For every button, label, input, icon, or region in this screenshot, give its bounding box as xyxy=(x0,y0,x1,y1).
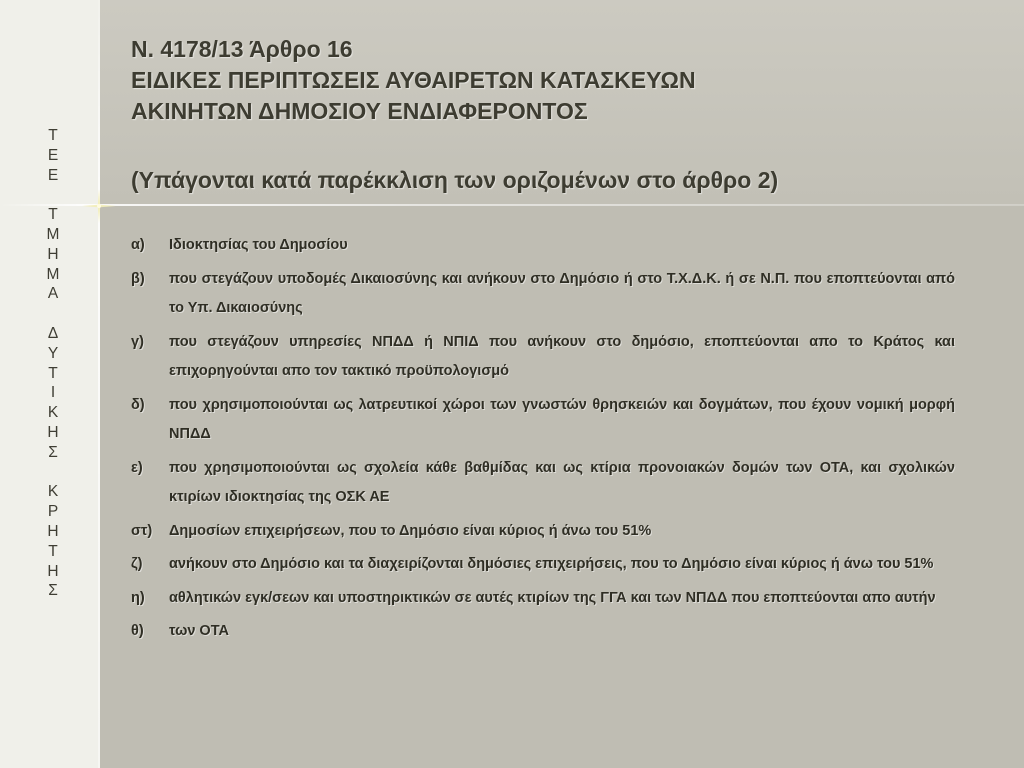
case-list xyxy=(131,231,955,647)
list-item xyxy=(131,517,955,547)
vertical-letter xyxy=(40,185,66,205)
list-item-text: που στεγάζουν υπηρεσίες ΝΠΔΔ ή ΝΠΙΔ που ανήκουν στο δημόσιο, εποπτεύονται απο το Κράτος και επιχορηγούνται απο τον τακτικό προϋπολογισμό xyxy=(169,333,955,379)
list-item xyxy=(131,265,955,324)
vertical-letter: Κ xyxy=(47,483,59,501)
list-item-text: που χρησιμοποιούνται ως σχολεία κάθε βαθμίδας και ως κτίρια προνοιακών δομών των ΟΤΑ, και σχολικών κτιρίων ιδιοκτησίας της ΟΣΚ ΑΕ xyxy=(169,459,955,505)
title-line-law: Ν. 4178/13 Άρθρο 16 xyxy=(131,36,353,62)
slide-subtitle: (Υπάγονται κατά παρέκκλιση των οριζομένων στο άρθρο 2) xyxy=(131,167,779,193)
list-item xyxy=(131,391,955,450)
sparkle-icon xyxy=(82,189,116,223)
list-marker: στ) xyxy=(131,522,153,539)
list-marker: ζ) xyxy=(131,556,143,572)
vertical-letter: Α xyxy=(47,285,59,303)
list-item xyxy=(131,550,955,580)
vertical-letter xyxy=(40,304,66,324)
vertical-letter: Ι xyxy=(50,384,56,402)
list-item-text: Ιδιοκτησίας του Δημοσίου xyxy=(169,237,348,253)
vertical-letter: Τ xyxy=(48,364,58,382)
vertical-letter: Ρ xyxy=(47,503,59,521)
list-item xyxy=(131,454,955,513)
title-line-heading: ΕΙΔΙΚΕΣ ΠΕΡΙΠΤΩΣΕΙΣ ΑΥΘΑΙΡΕΤΩΝ ΚΑΤΑΣΚΕΥΩΝ xyxy=(131,67,696,93)
vertical-letter: Κ xyxy=(47,404,59,422)
vertical-letter: Η xyxy=(47,245,59,263)
horizontal-divider xyxy=(0,204,1024,206)
vertical-letter: Η xyxy=(47,522,59,540)
list-item xyxy=(131,584,955,614)
vertical-letter: Μ xyxy=(46,225,60,243)
title-line-heading-cont: ΑΚΙΝΗΤΩΝ ΔΗΜΟΣΙΟΥ ΕΝΔΙΑΦΕΡΟΝΤΟΣ xyxy=(131,98,588,124)
list-item-text: Δημοσίων επιχειρήσεων, που το Δημόσιο είναι κύριος ή άνω του 51% xyxy=(169,522,652,539)
vertical-letter: Υ xyxy=(47,344,59,362)
list-item-text: που χρησιμοποιούνται ως λατρευτικοί χώροι των γνωστών θρησκειών και δογμάτων, που έχουν νομική μορφή ΝΠΔΔ xyxy=(169,396,955,442)
vertical-letter: Ε xyxy=(47,166,59,184)
list-marker: ε) xyxy=(131,459,143,476)
list-marker: α) xyxy=(131,237,145,253)
vertical-letter: Τ xyxy=(48,206,58,224)
vertical-letter xyxy=(40,463,66,483)
slide-title xyxy=(131,34,1011,127)
list-marker: θ) xyxy=(131,623,144,639)
vertical-letter: Σ xyxy=(48,443,58,461)
vertical-letter: Τ xyxy=(48,542,58,560)
list-item-text: ανήκουν στο Δημόσιο και τα διαχειρίζονται δημόσιες επιχειρήσεις, που το Δημόσιο είναι κύριος ή άνω του 51% xyxy=(169,556,934,572)
vertical-letter: Σ xyxy=(48,582,58,600)
vertical-letter: Ε xyxy=(47,146,59,164)
vertical-letter: Δ xyxy=(47,324,59,342)
vertical-divider xyxy=(98,0,100,768)
list-item xyxy=(131,231,955,261)
list-item xyxy=(131,328,955,387)
vertical-letter: Η xyxy=(47,423,59,441)
list-marker: δ) xyxy=(131,396,145,413)
vertical-org-name xyxy=(40,126,66,601)
vertical-letter: Η xyxy=(47,562,59,580)
list-item xyxy=(131,617,955,647)
vertical-letter: Τ xyxy=(48,127,58,144)
list-item-text: των ΟΤΑ xyxy=(169,623,229,639)
list-item-text: που στεγάζουν υποδομές Δικαιοσύνης και ανήκουν στο Δημόσιο ή στο Τ.Χ.Δ.Κ. ή σε Ν.Π. που εποπτεύονται από το Υπ. Δικαιοσύνης xyxy=(169,270,955,316)
list-marker: γ) xyxy=(131,333,144,350)
list-marker: η) xyxy=(131,589,145,606)
list-marker: β) xyxy=(131,270,145,287)
list-item-text: αθλητικών εγκ/σεων και υποστηρικτικών σε αυτές κτιρίων της ΓΓΑ και των ΝΠΔΔ που εποπτεύονται απο αυτήν xyxy=(169,589,936,606)
vertical-letter: Μ xyxy=(46,265,60,283)
